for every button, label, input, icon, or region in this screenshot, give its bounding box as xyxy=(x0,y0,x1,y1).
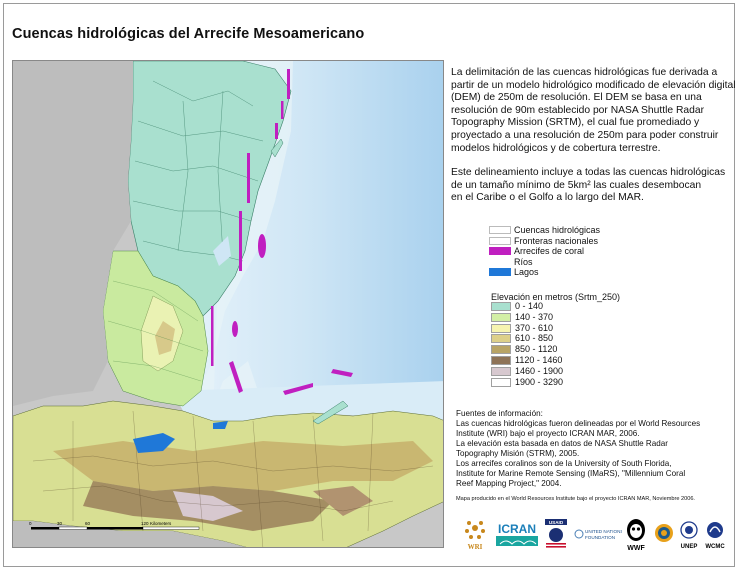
legend-swatch-lakes xyxy=(489,268,511,276)
un-foundation-logo-text-2: FOUNDATION xyxy=(585,535,616,540)
elevation-class-label: 1460 - 1900 xyxy=(515,365,564,376)
sources-line: Reef Mapping Project," 2004. xyxy=(456,479,562,488)
description-text xyxy=(451,67,739,217)
un-foundation-logo-text-1: UNITED NATIONS xyxy=(585,529,622,534)
wcmc-logo xyxy=(702,520,728,550)
wwf-panda-logo xyxy=(624,516,648,552)
sources-line: Los arrecifes coralinos son de la University of South Florida, xyxy=(456,459,672,468)
legend-label-lakes: Lagos xyxy=(514,267,539,278)
sources-line: Topography Misión (STRM), 2005. xyxy=(456,449,580,458)
legend-swatch-watersheds xyxy=(489,226,511,234)
scale-tick-120: 120 xyxy=(141,521,149,526)
elevation-class-label: 140 - 370 xyxy=(515,311,554,322)
map-panel[interactable] xyxy=(12,60,444,548)
description-paragraph-1: La delimitación de las cuencas hidrológicas fue derivada a partir de un modelo hidrológico modificado de elevación digital (DEM) de 250m de resolución. El DEM se basa en una resolución de 90m establecido por NASA Shuttle Radar Topography Mission (SRTM), el cual fue promediado y proyectado a una resolución de 250m para poder construir modelos hidrológicos y de cobertura terrestre. xyxy=(451,67,736,154)
elevation-class-label: 1900 - 3290 xyxy=(515,376,564,387)
scale-tick-60: 60 xyxy=(85,521,91,526)
wcmc-logo-text: WCMC xyxy=(705,544,725,550)
elevation-class-label: 610 - 850 xyxy=(515,333,554,344)
elevation-class-label: 850 - 1120 xyxy=(515,344,558,355)
usaid-logo xyxy=(544,518,568,550)
sources-line: Fuentes de información: xyxy=(456,409,543,418)
legend-label-watersheds: Cuencas hidrológicas xyxy=(514,225,601,235)
usaid-logo-text: USAID xyxy=(548,520,564,525)
wri-logo xyxy=(462,518,488,552)
sources-line: Las cuencas hidrológicas fueron delineadas por el World Resources xyxy=(456,419,701,428)
legend-swatch-borders xyxy=(489,237,511,245)
sources-line: Institute (WRI) bajo el proyecto ICRAN MAR, 2006. xyxy=(456,429,640,438)
elevation-class-label: 370 - 610 xyxy=(515,322,554,333)
description-paragraph-2: Este delineamiento incluye a todas las cuencas hidrológicas de un tamaño mínimo de 5km² las cuales desembocan en el Caribe o el Golfo a lo largo del MAR. xyxy=(451,167,726,204)
map-credit: Mapa producido en el World Resources Institute bajo el proyecto ICRAN MAR, Noviembre 2006. xyxy=(456,496,695,502)
legend-label-borders: Fronteras nacionales xyxy=(514,235,599,246)
unep-logo xyxy=(678,520,700,550)
sources-line: Institute for Marine Remote Sensing (IMaRS), "Millennium Coral xyxy=(456,469,686,478)
elevation-class-label: 0 - 140 xyxy=(515,301,544,311)
legend-swatch-coral-reefs xyxy=(489,247,511,255)
usf-seal-logo xyxy=(654,522,674,544)
map-title: Cuencas hidrológicas del Arrecife Mesoamericano xyxy=(12,26,365,42)
icran-logo xyxy=(494,520,540,548)
sources-line: La elevación esta basada en datos de NASA Shuttle Radar xyxy=(456,439,668,448)
unep-logo-text: UNEP xyxy=(680,544,698,550)
scale-unit: Kilometers xyxy=(150,521,172,526)
scale-tick-0: 0 xyxy=(29,521,32,526)
un-foundation-logo xyxy=(574,524,622,544)
wwf-logo-text: WWF xyxy=(627,545,645,552)
sources-block xyxy=(456,409,736,489)
map-canvas xyxy=(13,61,444,548)
elevation-legend-title: Elevación en metros (Srtm_250) xyxy=(491,292,621,302)
legend-label-coral-reefs: Arrecifes de coral xyxy=(514,246,585,257)
legend-label-rivers: Ríos xyxy=(514,256,533,267)
wri-logo-text: WRI xyxy=(467,543,483,551)
elevation-class-label: 1120 - 1460 xyxy=(515,354,563,365)
icran-logo-text: ICRAN xyxy=(498,522,536,536)
legend-swatch-rivers xyxy=(489,258,511,266)
scale-tick-30: 30 xyxy=(57,521,63,526)
partner-logos xyxy=(458,514,728,554)
